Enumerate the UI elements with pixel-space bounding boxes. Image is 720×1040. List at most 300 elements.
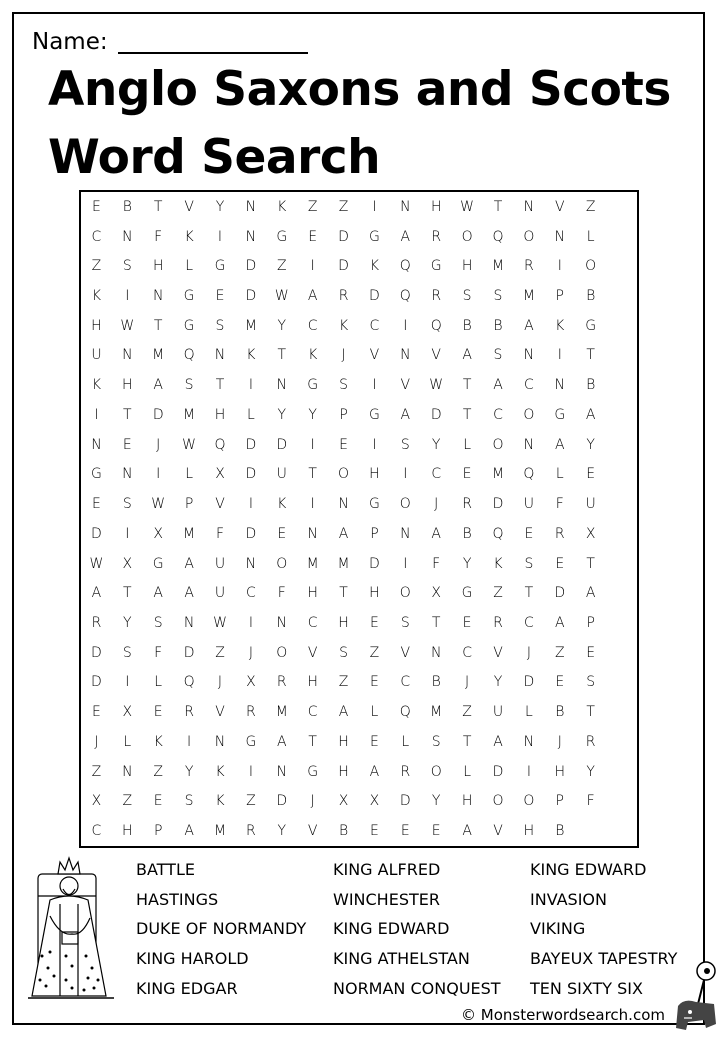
grid-cell[interactable]: Q: [214, 436, 226, 453]
grid-cell[interactable]: K: [369, 258, 380, 275]
grid-cell[interactable]: Q: [399, 704, 411, 721]
grid-cell[interactable]: I: [372, 377, 377, 394]
name-input-line[interactable]: [118, 52, 308, 54]
grid-cell[interactable]: Z: [369, 644, 380, 661]
grid-cell[interactable]: V: [493, 823, 503, 840]
grid-cell[interactable]: D: [91, 525, 102, 542]
grid-cell[interactable]: S: [122, 496, 132, 513]
grid-cell[interactable]: I: [403, 317, 408, 334]
grid-cell[interactable]: N: [245, 228, 257, 245]
grid-cell[interactable]: I: [372, 436, 377, 453]
grid-cell[interactable]: I: [526, 763, 531, 780]
grid-cell[interactable]: C: [91, 823, 102, 840]
grid-cell[interactable]: N: [400, 347, 411, 364]
grid-cell[interactable]: M: [183, 525, 196, 542]
grid-cell[interactable]: G: [183, 288, 195, 305]
grid-cell[interactable]: Y: [586, 436, 595, 453]
grid-cell[interactable]: S: [586, 674, 596, 691]
grid-cell[interactable]: J: [217, 674, 223, 691]
grid-cell[interactable]: P: [555, 793, 564, 810]
grid-cell[interactable]: D: [91, 674, 102, 691]
grid-cell[interactable]: D: [492, 496, 504, 513]
grid-cell[interactable]: L: [185, 258, 193, 275]
grid-cell[interactable]: B: [338, 823, 349, 840]
grid-cell[interactable]: V: [400, 377, 411, 394]
grid-cell[interactable]: O: [523, 793, 535, 810]
grid-cell[interactable]: D: [91, 644, 102, 661]
grid-cell[interactable]: M: [491, 258, 505, 275]
grid-cell[interactable]: U: [585, 496, 596, 513]
grid-cell[interactable]: M: [152, 347, 165, 364]
grid-cell[interactable]: N: [245, 555, 257, 572]
grid-cell[interactable]: J: [248, 644, 253, 661]
grid-cell[interactable]: T: [462, 406, 472, 423]
grid-cell[interactable]: N: [245, 198, 257, 215]
grid-cell[interactable]: K: [153, 733, 163, 750]
grid-cell[interactable]: K: [493, 555, 503, 572]
grid-cell[interactable]: X: [585, 525, 596, 542]
grid-cell[interactable]: U: [276, 466, 287, 483]
grid-cell[interactable]: N: [122, 347, 133, 364]
grid-cell[interactable]: U: [523, 496, 534, 513]
grid-cell[interactable]: I: [217, 228, 223, 245]
grid-cell[interactable]: B: [462, 317, 472, 334]
grid-cell[interactable]: A: [91, 585, 102, 602]
grid-cell[interactable]: Q: [492, 525, 504, 542]
grid-cell[interactable]: F: [154, 228, 163, 245]
grid-cell[interactable]: D: [245, 436, 257, 453]
grid-cell[interactable]: I: [310, 436, 315, 453]
grid-cell[interactable]: I: [248, 377, 253, 394]
grid-cell[interactable]: M: [213, 823, 227, 840]
grid-cell[interactable]: Q: [183, 674, 195, 691]
grid-cell[interactable]: N: [307, 525, 318, 542]
grid-cell[interactable]: S: [153, 615, 163, 632]
grid-cell[interactable]: Z: [307, 198, 318, 215]
grid-cell[interactable]: Y: [431, 793, 441, 810]
grid-cell[interactable]: I: [557, 347, 562, 364]
grid-cell[interactable]: R: [585, 733, 596, 750]
grid-cell[interactable]: F: [277, 585, 286, 602]
grid-cell[interactable]: D: [245, 466, 257, 483]
grid-cell[interactable]: N: [214, 733, 226, 750]
grid-cell[interactable]: S: [493, 288, 503, 305]
grid-cell[interactable]: D: [338, 258, 349, 275]
grid-cell[interactable]: E: [370, 674, 379, 691]
grid-cell[interactable]: F: [555, 496, 564, 513]
grid-cell[interactable]: E: [431, 823, 441, 840]
grid-cell[interactable]: M: [244, 317, 257, 334]
grid-cell[interactable]: G: [554, 406, 566, 423]
grid-cell[interactable]: D: [399, 793, 411, 810]
grid-cell[interactable]: I: [125, 674, 130, 691]
grid-cell[interactable]: Y: [308, 406, 317, 423]
grid-cell[interactable]: I: [248, 615, 253, 632]
grid-cell[interactable]: X: [91, 793, 102, 810]
grid-cell[interactable]: Q: [430, 317, 442, 334]
grid-cell[interactable]: T: [462, 733, 472, 750]
grid-cell[interactable]: Z: [493, 585, 503, 602]
grid-cell[interactable]: B: [555, 704, 565, 721]
grid-cell[interactable]: S: [400, 615, 410, 632]
grid-cell[interactable]: G: [214, 258, 226, 275]
grid-cell[interactable]: D: [276, 436, 288, 453]
grid-cell[interactable]: H: [307, 674, 318, 691]
grid-cell[interactable]: E: [586, 466, 596, 483]
grid-cell[interactable]: V: [307, 823, 318, 840]
grid-cell[interactable]: G: [307, 763, 319, 780]
grid-cell[interactable]: T: [586, 347, 595, 364]
grid-cell[interactable]: X: [122, 704, 133, 721]
grid-cell[interactable]: T: [308, 733, 317, 750]
grid-cell[interactable]: H: [91, 317, 102, 334]
grid-cell[interactable]: P: [555, 288, 564, 305]
grid-cell[interactable]: X: [431, 585, 441, 602]
grid-cell[interactable]: C: [523, 377, 534, 394]
grid-cell[interactable]: Z: [276, 258, 287, 275]
grid-cell[interactable]: V: [369, 347, 380, 364]
grid-cell[interactable]: R: [431, 228, 442, 245]
grid-cell[interactable]: D: [430, 406, 442, 423]
grid-cell[interactable]: X: [215, 466, 225, 483]
grid-cell[interactable]: N: [276, 377, 288, 394]
grid-cell[interactable]: H: [369, 466, 380, 483]
grid-cell[interactable]: L: [185, 466, 193, 483]
grid-cell[interactable]: H: [338, 615, 349, 632]
grid-cell[interactable]: W: [120, 317, 135, 334]
grid-cell[interactable]: Z: [153, 763, 163, 780]
grid-cell[interactable]: D: [492, 763, 504, 780]
grid-cell[interactable]: G: [430, 258, 442, 275]
grid-cell[interactable]: E: [153, 704, 163, 721]
grid-cell[interactable]: A: [462, 823, 472, 840]
grid-cell[interactable]: K: [277, 496, 287, 513]
grid-cell[interactable]: Y: [586, 763, 595, 780]
grid-cell[interactable]: O: [338, 466, 350, 483]
grid-cell[interactable]: K: [277, 198, 287, 215]
grid-cell[interactable]: T: [277, 347, 287, 364]
grid-cell[interactable]: H: [152, 258, 164, 275]
grid-cell[interactable]: N: [523, 198, 535, 215]
grid-cell[interactable]: V: [554, 198, 565, 215]
grid-cell[interactable]: B: [586, 288, 596, 305]
grid-cell[interactable]: A: [431, 525, 441, 542]
grid-cell[interactable]: D: [245, 288, 257, 305]
grid-cell[interactable]: E: [122, 436, 132, 453]
grid-cell[interactable]: M: [430, 704, 443, 721]
grid-cell[interactable]: A: [307, 288, 318, 305]
grid-cell[interactable]: T: [493, 198, 503, 215]
grid-cell[interactable]: V: [184, 198, 194, 215]
grid-cell[interactable]: N: [430, 644, 442, 661]
grid-cell[interactable]: U: [214, 555, 226, 572]
grid-cell[interactable]: B: [462, 525, 472, 542]
grid-cell[interactable]: T: [462, 377, 472, 394]
grid-cell[interactable]: G: [152, 555, 164, 572]
grid-cell[interactable]: G: [307, 377, 319, 394]
grid-cell[interactable]: N: [400, 525, 411, 542]
grid-cell[interactable]: G: [245, 733, 257, 750]
grid-cell[interactable]: H: [523, 823, 535, 840]
grid-cell[interactable]: X: [246, 674, 256, 691]
grid-cell[interactable]: K: [91, 377, 102, 394]
grid-cell[interactable]: D: [338, 228, 349, 245]
grid-cell[interactable]: W: [182, 436, 197, 453]
grid-cell[interactable]: Y: [184, 763, 194, 780]
grid-cell[interactable]: E: [400, 823, 410, 840]
grid-cell[interactable]: G: [91, 466, 102, 483]
grid-cell[interactable]: Q: [523, 466, 535, 483]
grid-cell[interactable]: R: [554, 525, 565, 542]
grid-cell[interactable]: V: [215, 704, 225, 721]
grid-cell[interactable]: E: [462, 615, 472, 632]
grid-cell[interactable]: J: [557, 733, 562, 750]
grid-cell[interactable]: J: [94, 733, 99, 750]
grid-cell[interactable]: X: [369, 793, 380, 810]
grid-cell[interactable]: H: [214, 406, 226, 423]
grid-cell[interactable]: G: [461, 585, 473, 602]
grid-cell[interactable]: Z: [554, 644, 565, 661]
grid-cell[interactable]: L: [246, 406, 255, 423]
grid-cell[interactable]: N: [523, 436, 535, 453]
grid-cell[interactable]: I: [187, 733, 192, 750]
grid-cell[interactable]: D: [369, 555, 380, 572]
grid-cell[interactable]: Q: [399, 258, 411, 275]
grid-cell[interactable]: N: [183, 615, 195, 632]
grid-cell[interactable]: N: [554, 377, 566, 394]
grid-cell[interactable]: C: [523, 615, 534, 632]
grid-cell[interactable]: S: [462, 288, 472, 305]
grid-cell[interactable]: W: [151, 496, 166, 513]
grid-cell[interactable]: A: [400, 406, 411, 423]
grid-cell[interactable]: Z: [246, 793, 256, 810]
grid-cell[interactable]: B: [493, 317, 503, 334]
grid-cell[interactable]: Y: [277, 823, 287, 840]
grid-cell[interactable]: Z: [338, 674, 349, 691]
grid-cell[interactable]: Y: [215, 198, 225, 215]
grid-cell[interactable]: G: [585, 317, 597, 334]
grid-cell[interactable]: S: [431, 733, 441, 750]
grid-cell[interactable]: I: [248, 763, 253, 780]
grid-cell[interactable]: T: [586, 555, 595, 572]
grid-cell[interactable]: R: [246, 704, 256, 721]
grid-cell[interactable]: A: [184, 823, 194, 840]
grid-cell[interactable]: E: [370, 823, 379, 840]
grid-cell[interactable]: T: [123, 585, 132, 602]
grid-cell[interactable]: O: [276, 555, 288, 572]
grid-cell[interactable]: E: [277, 525, 287, 542]
grid-cell[interactable]: E: [92, 496, 101, 513]
grid-cell[interactable]: U: [91, 347, 102, 364]
grid-cell[interactable]: G: [369, 406, 380, 423]
grid-cell[interactable]: O: [492, 793, 504, 810]
grid-cell[interactable]: J: [341, 347, 346, 364]
grid-cell[interactable]: N: [122, 466, 133, 483]
grid-cell[interactable]: E: [308, 228, 318, 245]
grid-cell[interactable]: A: [493, 733, 503, 750]
grid-cell[interactable]: H: [338, 763, 349, 780]
grid-cell[interactable]: J: [434, 496, 439, 513]
grid-cell[interactable]: O: [461, 228, 473, 245]
grid-cell[interactable]: S: [122, 258, 132, 275]
grid-cell[interactable]: E: [215, 288, 225, 305]
grid-cell[interactable]: S: [524, 555, 534, 572]
grid-cell[interactable]: Z: [122, 793, 133, 810]
grid-cell[interactable]: K: [215, 763, 225, 780]
grid-cell[interactable]: R: [462, 496, 472, 513]
grid-cell[interactable]: O: [492, 436, 504, 453]
grid-cell[interactable]: P: [339, 406, 348, 423]
grid-cell[interactable]: P: [184, 496, 194, 513]
grid-cell[interactable]: G: [369, 496, 380, 513]
grid-cell[interactable]: A: [554, 436, 565, 453]
grid-cell[interactable]: R: [338, 288, 349, 305]
grid-cell[interactable]: H: [122, 377, 133, 394]
grid-cell[interactable]: E: [339, 436, 348, 453]
grid-cell[interactable]: V: [431, 347, 441, 364]
grid-cell[interactable]: R: [400, 763, 411, 780]
grid-cell[interactable]: U: [492, 704, 504, 721]
grid-cell[interactable]: V: [307, 644, 318, 661]
grid-cell[interactable]: K: [338, 317, 349, 334]
grid-cell[interactable]: T: [586, 704, 595, 721]
grid-cell[interactable]: C: [307, 317, 318, 334]
grid-cell[interactable]: N: [122, 763, 133, 780]
grid-cell[interactable]: E: [524, 525, 534, 542]
grid-cell[interactable]: B: [122, 198, 132, 215]
grid-cell[interactable]: E: [555, 555, 565, 572]
grid-cell[interactable]: T: [339, 585, 348, 602]
grid-cell[interactable]: I: [372, 198, 377, 215]
grid-cell[interactable]: K: [91, 288, 102, 305]
grid-cell[interactable]: H: [338, 733, 349, 750]
grid-cell[interactable]: A: [276, 733, 287, 750]
grid-cell[interactable]: E: [153, 793, 163, 810]
grid-cell[interactable]: N: [276, 763, 288, 780]
grid-cell[interactable]: I: [310, 258, 315, 275]
grid-cell[interactable]: M: [183, 406, 196, 423]
grid-cell[interactable]: K: [215, 793, 225, 810]
grid-cell[interactable]: A: [338, 704, 349, 721]
grid-cell[interactable]: D: [276, 793, 288, 810]
grid-cell[interactable]: I: [310, 496, 315, 513]
grid-cell[interactable]: N: [523, 733, 535, 750]
grid-cell[interactable]: P: [370, 525, 379, 542]
grid-cell[interactable]: L: [401, 733, 410, 750]
grid-cell[interactable]: K: [246, 347, 256, 364]
grid-cell[interactable]: H: [307, 585, 318, 602]
grid-cell[interactable]: K: [308, 347, 318, 364]
grid-cell[interactable]: D: [369, 288, 380, 305]
grid-cell[interactable]: O: [276, 644, 288, 661]
grid-cell[interactable]: L: [586, 228, 595, 245]
grid-cell[interactable]: L: [154, 674, 163, 691]
grid-cell[interactable]: E: [92, 704, 101, 721]
grid-cell[interactable]: C: [307, 615, 318, 632]
grid-cell[interactable]: L: [463, 763, 471, 780]
grid-cell[interactable]: I: [125, 288, 130, 305]
grid-cell[interactable]: E: [92, 198, 101, 215]
grid-cell[interactable]: A: [493, 377, 503, 394]
grid-cell[interactable]: S: [339, 644, 348, 661]
grid-cell[interactable]: W: [460, 198, 475, 215]
grid-cell[interactable]: S: [184, 793, 194, 810]
grid-cell[interactable]: Q: [399, 288, 411, 305]
grid-cell[interactable]: C: [91, 228, 102, 245]
grid-cell[interactable]: M: [275, 704, 288, 721]
grid-cell[interactable]: E: [586, 644, 596, 661]
grid-cell[interactable]: J: [156, 436, 161, 453]
grid-cell[interactable]: O: [399, 496, 411, 513]
grid-cell[interactable]: A: [369, 763, 380, 780]
grid-cell[interactable]: S: [400, 436, 410, 453]
grid-cell[interactable]: U: [214, 585, 226, 602]
grid-cell[interactable]: I: [94, 406, 99, 423]
grid-cell[interactable]: H: [461, 793, 473, 810]
grid-cell[interactable]: Z: [462, 704, 472, 721]
grid-cell[interactable]: W: [429, 377, 444, 394]
grid-cell[interactable]: T: [153, 317, 163, 334]
grid-cell[interactable]: M: [522, 288, 535, 305]
grid-cell[interactable]: R: [524, 258, 534, 275]
grid-cell[interactable]: O: [585, 258, 597, 275]
grid-cell[interactable]: D: [245, 258, 257, 275]
grid-cell[interactable]: C: [462, 644, 472, 661]
grid-cell[interactable]: K: [555, 317, 565, 334]
grid-cell[interactable]: E: [370, 733, 379, 750]
grid-cell[interactable]: H: [122, 823, 133, 840]
grid-cell[interactable]: A: [585, 585, 596, 602]
grid-cell[interactable]: L: [524, 704, 533, 721]
grid-cell[interactable]: R: [91, 615, 102, 632]
grid-cell[interactable]: K: [184, 228, 194, 245]
grid-cell[interactable]: Z: [338, 198, 349, 215]
grid-cell[interactable]: Y: [277, 406, 287, 423]
grid-cell[interactable]: T: [431, 615, 441, 632]
grid-cell[interactable]: A: [585, 406, 596, 423]
grid-cell[interactable]: W: [274, 288, 289, 305]
grid-cell[interactable]: D: [152, 406, 164, 423]
grid-cell[interactable]: H: [554, 763, 566, 780]
grid-cell[interactable]: I: [125, 525, 130, 542]
grid-cell[interactable]: Y: [462, 555, 472, 572]
grid-cell[interactable]: R: [431, 288, 442, 305]
grid-cell[interactable]: N: [152, 288, 164, 305]
grid-cell[interactable]: T: [524, 585, 534, 602]
grid-cell[interactable]: A: [153, 377, 163, 394]
grid-cell[interactable]: H: [369, 585, 380, 602]
grid-cell[interactable]: I: [403, 555, 408, 572]
grid-cell[interactable]: Y: [493, 674, 503, 691]
grid-cell[interactable]: A: [554, 615, 565, 632]
grid-cell[interactable]: V: [493, 644, 503, 661]
grid-cell[interactable]: O: [523, 228, 535, 245]
grid-cell[interactable]: B: [586, 377, 596, 394]
grid-cell[interactable]: O: [430, 763, 442, 780]
grid-cell[interactable]: M: [337, 555, 350, 572]
grid-cell[interactable]: J: [310, 793, 315, 810]
grid-cell[interactable]: G: [183, 317, 195, 334]
grid-cell[interactable]: J: [465, 674, 470, 691]
grid-cell[interactable]: A: [153, 585, 163, 602]
grid-cell[interactable]: A: [184, 585, 194, 602]
grid-cell[interactable]: F: [154, 644, 163, 661]
grid-cell[interactable]: V: [400, 644, 411, 661]
grid-cell[interactable]: N: [276, 615, 288, 632]
grid-cell[interactable]: X: [153, 525, 163, 542]
grid-cell[interactable]: R: [246, 823, 256, 840]
grid-cell[interactable]: A: [184, 555, 194, 572]
